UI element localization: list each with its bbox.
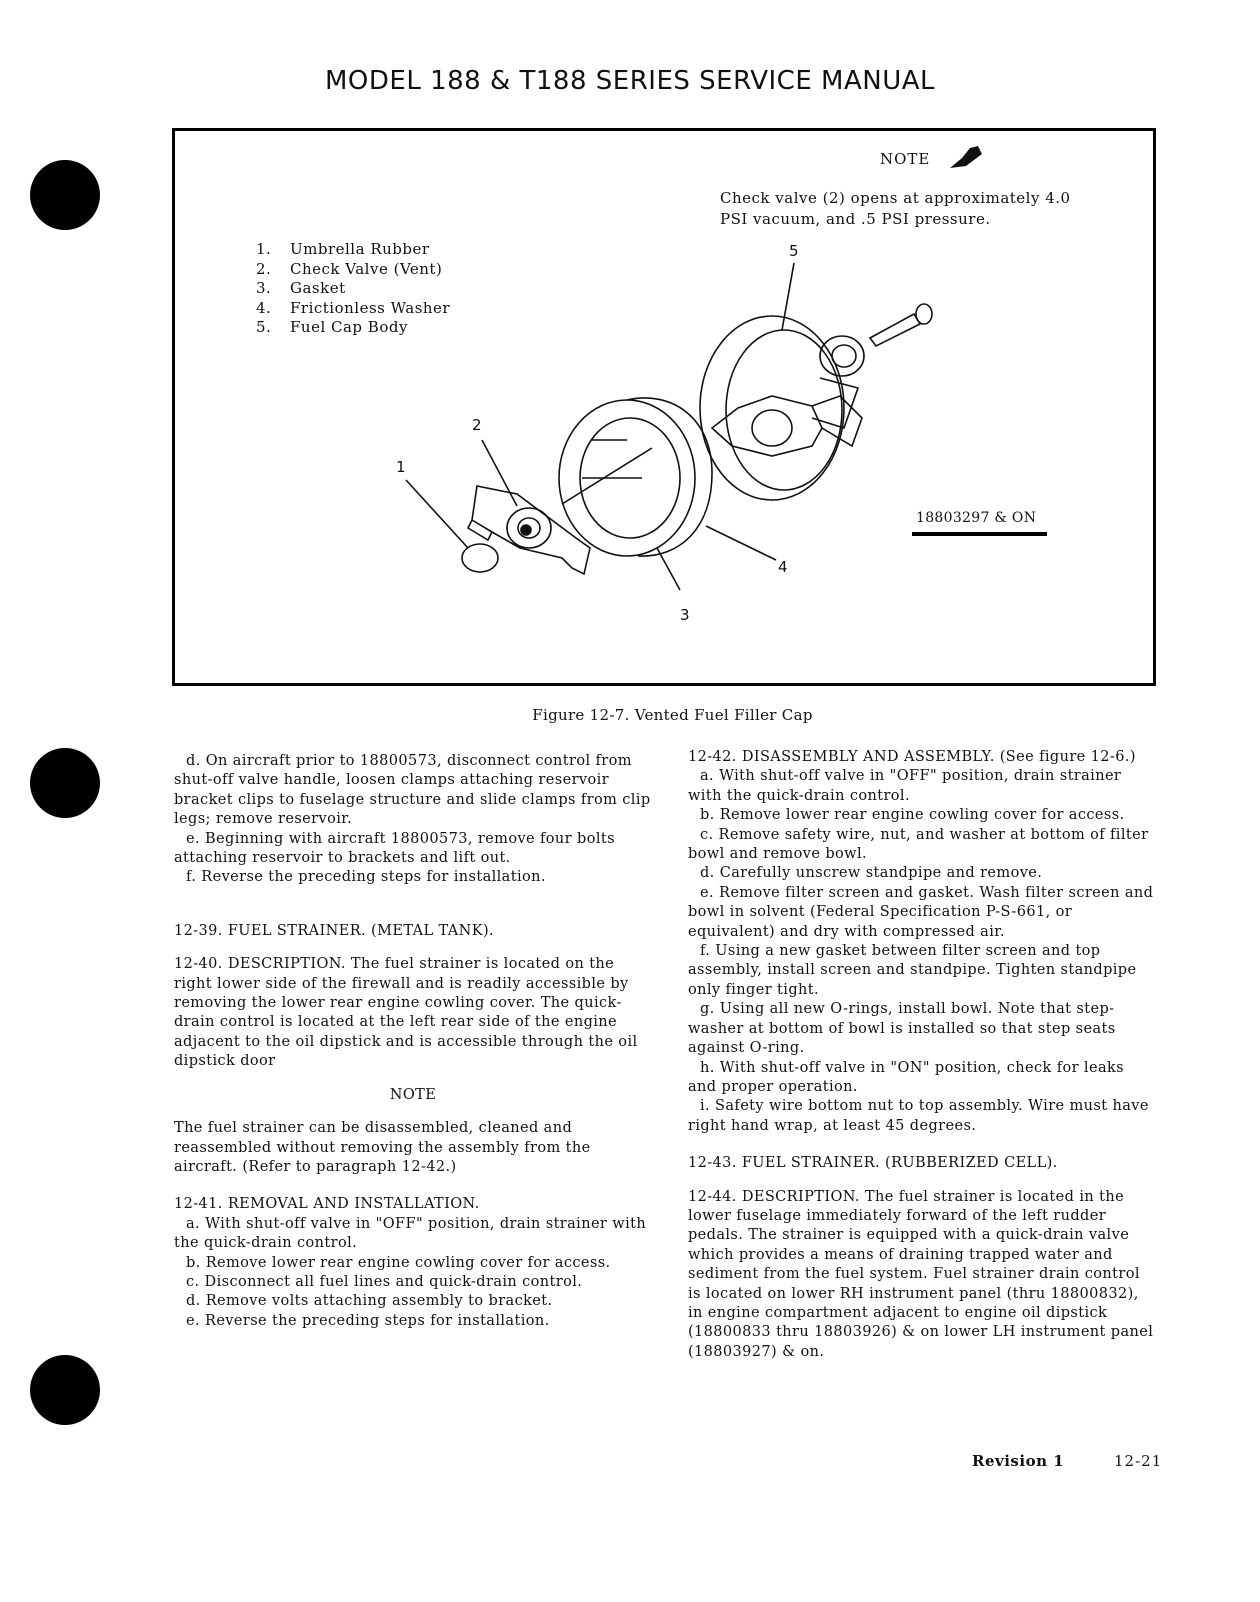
step-h: h. With shut-off valve in "ON" position, check for leaks and proper operation. [688,1059,1125,1095]
legend-item [256,260,450,280]
callout-5: 5 [789,242,799,260]
step-c: c. Remove safety wire, nut, and washer at bottom of filter bowl and remove bowl. [688,826,1149,863]
figure-caption: Figure 12-7. Vented Fuel Filler Cap [532,706,813,724]
step-d: d. Remove volts attaching assembly to bracket. [186,1293,553,1310]
step-b: b. Remove lower rear engine cowling cover for access. [700,807,1125,824]
paragraph-f: f. Reverse the preceding steps for installation. [186,869,546,886]
legend-text: Frictionless Washer [290,298,451,317]
serial-effectivity-note: 18803297 & ON [916,510,1037,526]
paragraph-d: d. On aircraft prior to 18800573, disconnect control from shut-off valve handle, loosen clamps attaching reservoir bracket clips to fuselage structure and slide clamps from clip legs; remove reservoir. [174,753,651,828]
legend-item [256,318,450,338]
legend-item [256,279,450,299]
section-heading-12-43: 12-43. FUEL STRAINER. (RUBBERIZED CELL). [688,1155,1058,1172]
paragraph-e: e. Beginning with aircraft 18800573, remove four bolts attaching reservoir to brackets and lift out. [174,830,615,867]
callout-1: 1 [396,458,406,476]
callout-3: 3 [680,606,690,624]
legend-number: 5. [256,318,272,337]
figure-note-label: NOTE [880,150,931,168]
left-column [174,752,652,1331]
figure-note-line: Check valve (2) opens at approximately 4.0 [720,189,1071,207]
section-heading-12-41: 12-41. REMOVAL AND INSTALLATION. [174,1196,480,1213]
paragraph-12-40: 12-40. DESCRIPTION. The fuel strainer is located on the right lower side of the firewall and is readily accessible by removing the lower rear engine cowling cover. The quick-drain control is located at the left rear side of the engine adjacent to the oil dipstick and is accessible through the oil dipstick door [174,956,638,1070]
paragraph-12-44: 12-44. DESCRIPTION. The fuel strainer is located in the lower fuselage immediately forward of the left rudder pedals. The strainer is equipped with a quick-drain valve which provides a means of draining trapped water and sediment from the fuel system. Fuel strainer drain control is located on lower RH instrument panel (thru 18800832), in engine compartment adjacent to engine oil dipstick (18800833 thru 18803926) & on lower LH instrument panel (18803927) & on. [688,1188,1154,1360]
callout-4: 4 [778,558,788,576]
legend-item [256,299,450,319]
legend-text: Umbrella Rubber [290,240,430,258]
legend-item [256,240,450,260]
legend-number: 4. [256,298,272,317]
page-title: MODEL 188 & T188 SERIES SERVICE MANUAL [324,66,935,96]
legend-text: Check Valve (Vent) [290,259,443,278]
legend-text: Gasket [290,279,346,298]
legend-number: 3. [256,279,272,298]
section-heading-12-42: 12-42. DISASSEMBLY AND ASSEMBLY. (See figure 12-6.) [688,749,1136,765]
step-e: e. Remove filter screen and gasket. Wash filter screen and bowl in solvent (Federal Specification P-S-661, or equivalent) and dry with compressed air. [688,884,1154,940]
step-f: f. Using a new gasket between filter screen and top assembly, install screen and standpipe. Tighten standpipe only finger tight. [688,943,1137,998]
note-body: The fuel strainer can be disassembled, cleaned and reassembled without removing the assembly from the aircraft. (Refer to paragraph 12-42.) [174,1120,591,1175]
revision-label: Revision 1 [972,1452,1065,1470]
step-i: i. Safety wire bottom nut to top assembly. Wire must have right hand wrap, at least 45 degrees. [688,1098,1149,1134]
figure-note-line: PSI vacuum, and .5 PSI pressure. [720,210,991,228]
step-c: c. Disconnect all fuel lines and quick-drain control. [186,1273,583,1290]
step-a: a. With shut-off valve in "OFF" position, drain strainer with the quick-drain control. [174,1215,647,1252]
legend-number: 1. [256,240,272,258]
callout-2: 2 [472,416,482,434]
figure-note-text [720,188,1071,230]
step-a: a. With shut-off valve in "OFF" position, drain strainer with the quick-drain control. [688,768,1122,804]
legend-text: Fuel Cap Body [290,318,408,337]
figure-legend [256,240,450,338]
binder-punch-hole [30,160,100,230]
pointing-hand-icon [948,144,984,170]
legend-number: 2. [256,259,272,278]
note-title: NOTE [389,1086,437,1103]
binder-punch-hole [30,748,100,818]
serial-underline [912,532,1047,536]
section-heading-12-39: 12-39. FUEL STRAINER. (METAL TANK). [174,922,495,939]
step-d: d. Carefully unscrew standpipe and remove. [700,865,1043,882]
binder-punch-hole [30,1355,100,1425]
step-e: e. Reverse the preceding steps for installation. [186,1312,550,1329]
page-number: 12-21 [1114,1452,1163,1470]
step-g: g. Using all new O-rings, install bowl. Note that step-washer at bottom of bowl is installed so that step seats against O-ring. [688,1001,1116,1057]
right-column [688,748,1156,1362]
step-b: b. Remove lower rear engine cowling cover for access. [186,1254,611,1271]
